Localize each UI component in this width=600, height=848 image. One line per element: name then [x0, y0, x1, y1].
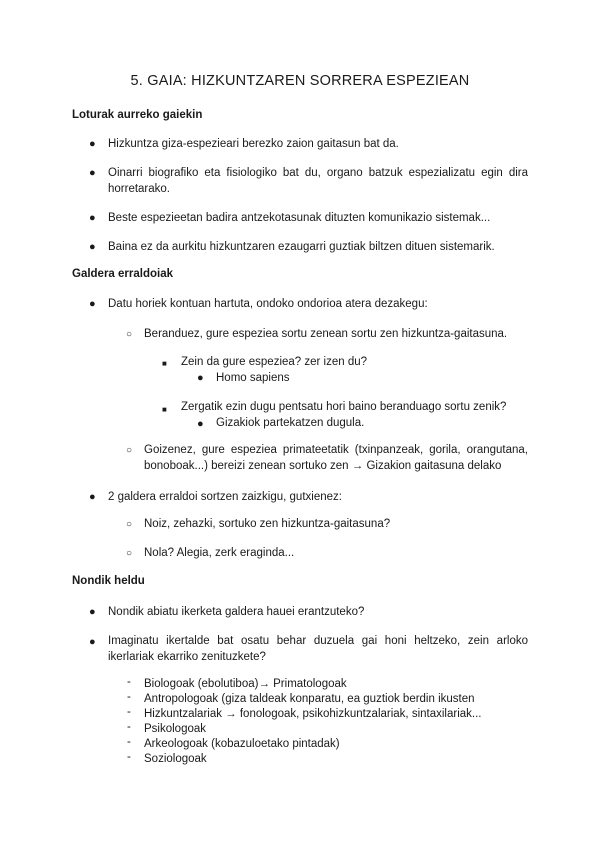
bullet-dash-icon: -: [127, 736, 131, 748]
researcher-item: Hizkuntzalariak → fonologoak, psikohizkuntzalariak, sintaxilariak...: [144, 708, 482, 720]
bullet-dot-icon: ●: [89, 298, 96, 310]
bullet-dot-icon: ●: [89, 167, 96, 179]
section-heading-loturak: Loturak aurreko gaiekin: [72, 109, 203, 121]
list-item: 2 galdera erraldoi sortzen zaizkigu, gutxienez:: [108, 491, 342, 503]
bullet-dot-icon: ●: [197, 372, 204, 384]
answer-item: Homo sapiens: [216, 372, 290, 384]
list-item: Hizkuntza giza-espezieari berezko zaion gaitasun bat da.: [108, 138, 399, 150]
list-item: Datu horiek kontuan hartuta, ondoko ondorioa atera dezakegu:: [108, 298, 428, 310]
bullet-dash-icon: -: [127, 706, 131, 718]
bullet-dash-icon: -: [127, 676, 131, 688]
answer-item: Gizakiok partekatzen dugula.: [216, 417, 365, 429]
page-title: 5. GAIA: HIZKUNTZAREN SORRERA ESPEZIEAN: [130, 73, 470, 89]
researcher-item: Biologoak (ebolutiboa)→ Primatologoak: [144, 678, 347, 690]
sub-list-item: Nola? Alegia, zerk eraginda...: [144, 547, 295, 559]
bullet-circle-icon: ○: [126, 445, 133, 456]
sub-list-item: Beranduez, gure espeziea sortu zenean sortu zen hizkuntza-gaitasuna.: [144, 328, 508, 340]
bullet-dot-icon: ●: [89, 212, 96, 224]
bullet-square-icon: ■: [162, 359, 167, 368]
list-item: Imaginatu ikertalde bat osatu behar duzuela gai honi heltzeko, zein arloko ikerlariak ekarriko zenituzkete?: [108, 635, 528, 663]
bullet-circle-icon: ○: [126, 548, 133, 559]
bullet-dot-icon: ●: [89, 606, 96, 618]
section-heading-nondik: Nondik heldu: [72, 575, 145, 587]
bullet-dot-icon: ●: [89, 491, 96, 503]
sub-list-item: Goizenez, gure espeziea primateetatik (txinpanzeak, gorila, orangutana, bonoboak...) bereizi zenean sortuko zen → Gizakion gaitasuna delako: [144, 444, 528, 472]
bullet-dash-icon: -: [127, 691, 131, 703]
bullet-circle-icon: ○: [126, 329, 133, 340]
bullet-dot-icon: ●: [89, 138, 96, 150]
bullet-dot-icon: ●: [197, 418, 204, 430]
question-item: Zein da gure espeziea? zer izen du?: [181, 356, 368, 368]
bullet-dash-icon: -: [127, 721, 131, 733]
sub-list-item: Noiz, zehazki, sortuko zen hizkuntza-gaitasuna?: [144, 518, 391, 530]
bullet-dot-icon: ●: [89, 241, 96, 253]
researcher-item: Arkeologoak (kobazuloetako pintadak): [144, 738, 340, 750]
question-item: Zergatik ezin dugu pentsatu hori baino beranduago sortu zenik?: [181, 401, 507, 413]
bullet-dot-icon: ●: [89, 636, 96, 648]
list-item: Nondik abiatu ikerketa galdera hauei erantzuteko?: [108, 606, 365, 618]
list-item: Beste espezieetan badira antzekotasunak dituzten komunikazio sistemak...: [108, 212, 491, 224]
researcher-item: Antropologoak (giza taldeak konparatu, ea guztiok berdin ikusten: [144, 693, 475, 705]
list-item: Oinarri biografiko eta fisiologiko bat du, organo batzuk espezializatu egin dira horretarako.: [108, 167, 528, 195]
bullet-square-icon: ■: [162, 405, 167, 414]
bullet-circle-icon: ○: [126, 519, 133, 530]
researcher-item: Soziologoak: [144, 753, 207, 765]
researcher-item: Psikologoak: [144, 723, 207, 735]
list-item: Baina ez da aurkitu hizkuntzaren ezaugarri guztiak biltzen dituen sistemarik.: [108, 241, 495, 253]
bullet-dash-icon: -: [127, 751, 131, 763]
section-heading-galdera: Galdera erraldoiak: [72, 268, 173, 280]
